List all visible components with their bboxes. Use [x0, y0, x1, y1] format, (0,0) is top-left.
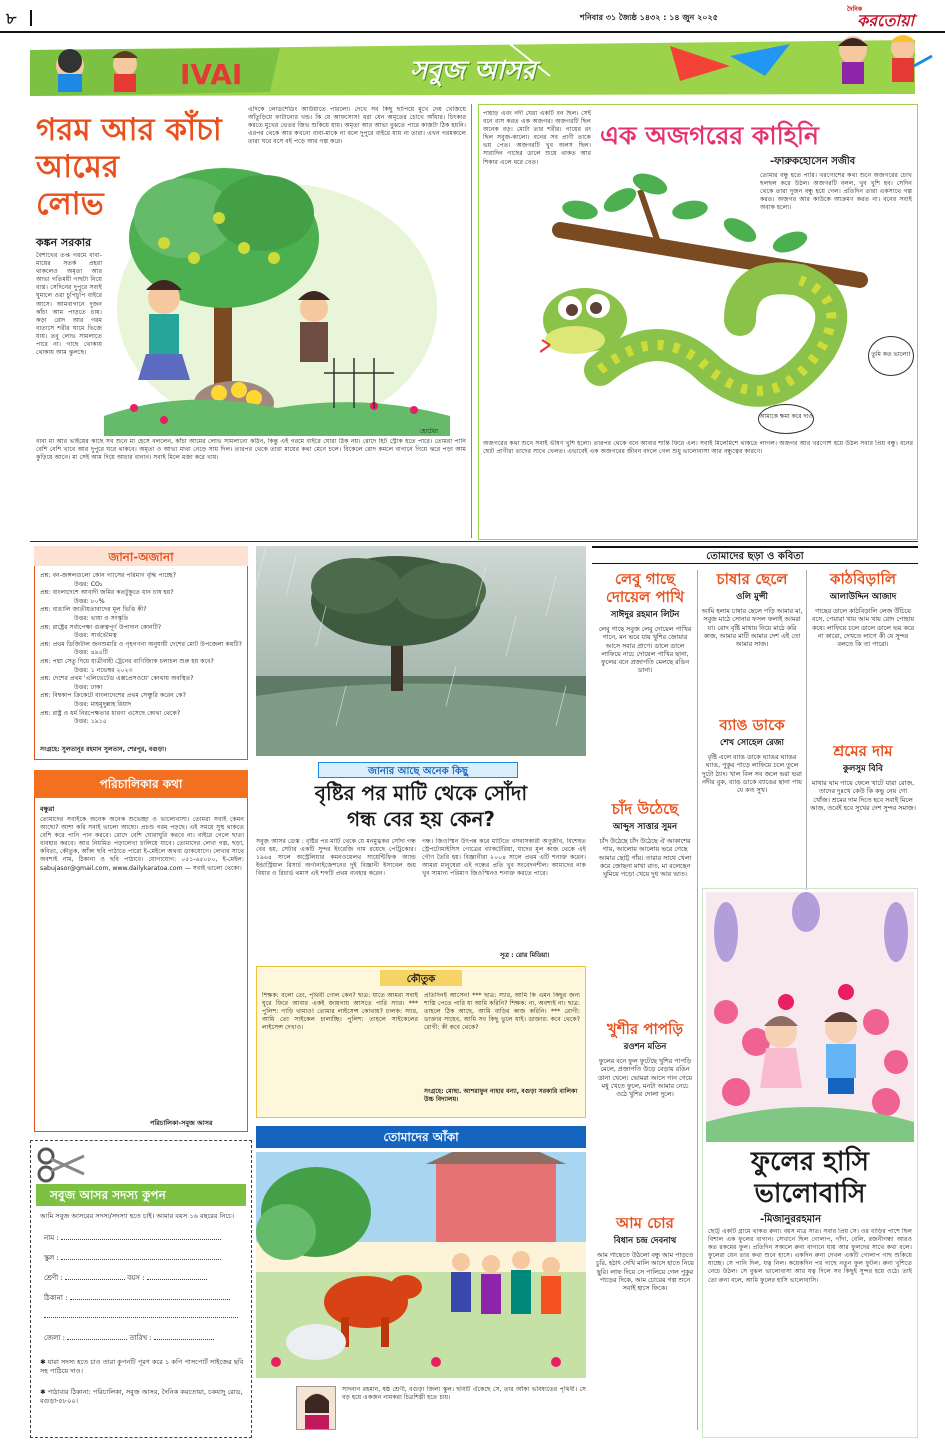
poem-6-title: শ্রমের দাম: [833, 742, 893, 760]
poem-7-body: ফুলের বনে ফুল ফুটেছে খুশির পাপড়ি মেলে, প্রজাপতি উড়ে বেড়ায় রঙিন ডানা খেলে। ভোমরা আসে গান গেয়ে মধু খেতে ফুলে, মনটা আমার নেচে ওঠে খুশির দোলা দুলে।: [597, 1057, 693, 1099]
header-divider-left: [30, 10, 32, 26]
speech-bubble-2: আমাকে ক্ষমা করে দাও: [758, 404, 814, 434]
jana-question: প্রশ্ন: দেশের প্রথম 'এলিভেটেড এক্সপ্রেসওয়ে' কোথায় অবস্থিত?: [40, 675, 194, 683]
story2-col1: পাহাড় এবং নদী ঘেরা একটি বন ছিল। সেই বনে বাস করত এক অজগর। অজগরটি ছিল অনেক বড়। মোটা তার শরীর। গায়ের রং ছিল সবুজ-কালো। বনের সব প্রাণী তাকে ভয় পেত। অজগরটি খুব অলস ছিল। সারাদিন গাছের ডালে শুয়ে থাকত আর শিকার এলে ধরে খেত।: [483, 110, 591, 166]
jana-answer: উত্তর: ঢাকা: [74, 683, 103, 691]
poem-4-title: ব্যাঙ ডাকে: [719, 716, 785, 734]
coupon-note1: ✱ যারা সদস্য হতে চাও তারা কুপনটি পূরণ করে ১ কপি পাসপোর্ট সাইজের ছবি সহ পাঠিয়ে দাও।: [40, 1358, 244, 1375]
column-divider-1: [471, 104, 472, 538]
poem-7-author: রওশন মতিন: [623, 1042, 667, 1052]
rain-photo: [256, 546, 586, 756]
coupon-label-address: ঠিকানা: [44, 1294, 63, 1302]
paricalika-signature: পরিচালিকা-সবুজ আসর: [150, 1119, 213, 1127]
coupon-field-district[interactable]: জেলা : তারিখ :: [44, 1332, 214, 1344]
science-col2: গন্ধ। জিওস্মিন উৎপন্ন করে মাটিতে বসবাসকারী অণুজীব, বিশেষত স্ট্রেপটোমাইসিস গোত্রের ব্যাকটেরিয়া, যাদের মূল কাজ থেকে এই গৌণ তৈরি হয়। বিজ্ঞানীরা ২০০৪ সালে প্রথম এটি শনাক্ত করেন। আমরা মানুষেরা এই গন্ধের প্রতি খুব সংবেদনশীল। আমাদের নাক খুব সামান্য পরিমাণ জিওস্মিনও শনাক্ত করতে পারে।: [422, 838, 586, 878]
poem-1-author: সাঈদুর রহমান লিটন: [610, 610, 680, 620]
coupon-label-district: জেলা: [44, 1334, 61, 1342]
story2-author: -ফারুকহোসেন সজীব: [770, 156, 856, 167]
drawing-caption: সাদনান রহমান, ষষ্ঠ শ্রেণী, বগুড়া জিলা স্কুল। ছবিটি এঁকেছে সে, তার আঁকা ভবিষ্যতের পৃথিবী। সে বড় হয়ে একজন নামকরা চিত্রশিল্পী হতে চায়।: [342, 1386, 586, 1402]
svg-text:IVAI: IVAI: [180, 58, 243, 91]
poem-6-author: কুলসুম বিবি: [843, 764, 883, 774]
coupon-note2-text: পাঠাবার ঠিকানা: পরিচালিকা, সবুজ আসর, দৈনিক করতোয়া, চকযাদু রোড, বগুড়া-৫৮০০।: [40, 1388, 243, 1405]
jana-question: প্রশ্ন: বাঙালি জাতীয়তাবাদের মূল ভিত্তি কী?: [40, 606, 147, 614]
poem-1-body: লেবু গাছে সবুজ লেবু দোয়েল পাখির গানে, মন ভরে যায় খুশির জোয়ার আসে সবার প্রাণে। ডালে ডালে লাফিয়ে নাচে দোয়েল পাখির ছানা, ফুলের বনে প্রজাপতি মেলছে রঙিন ডানা।: [598, 625, 692, 675]
poems-section-title: তোমাদের ছড়া ও কবিতা: [706, 551, 804, 562]
story1-illustration: [104, 158, 450, 436]
section-title: সবুজ আসর: [410, 56, 536, 86]
banner-kid-right: [828, 26, 938, 98]
science-title: [256, 780, 586, 832]
science-source: সূত্র : রোর মিডিয়া।: [500, 951, 550, 959]
science-title-line2: গন্ধ বের হয় কেন?: [346, 807, 496, 831]
section-banner: [30, 36, 915, 98]
poem-4-body: বৃষ্টি এলে ব্যাঙ ডাকে ঘ্যাঙর ঘ্যাঙর ঘ্যাঙ, পুকুর পাড়ে লাফিয়ে চলে তুলে দুটো ঠ্যাং। খাল বিল সব জলে ভরা ভরা নদীর বুক, ব্যাঙ ডাকে ব্যাঙের ছানা পায় যে কত সুখ।: [702, 753, 802, 795]
poem-7: [596, 1020, 694, 1207]
poem-8-body: আম গাছেতে উঠলো বন্ধু আম পাড়তে চুরি, হঠাৎ দেখি মালি আসে হাতে নিয়ে ছুরি। লাফ দিয়ে সে পালিয়ে গেল পুকুর পাড়ের দিকে, আম চোরের গল্প শুনে সবাই হাসে ফিকে।: [596, 1251, 694, 1293]
poem-8-title: আম চোর: [616, 1214, 674, 1232]
story2-col2: তোমার বন্ধু হতে পারি। খরগোশের কথা শুনে অজগরের চোখ ছলছল করে উঠল। অজগরটি বলল, খুব খুশি হব। সেদিন থেকে তারা দুজন বন্ধু হয়ে গেল। প্রতিদিন তারা একসাথে গল্প করত। অজগর আর কাউকে আক্রমণ করত না। বনের সবাই অবাক হলো।: [760, 172, 912, 212]
jana-answer: উত্তর: CO₂: [74, 580, 103, 588]
page-number: ৮: [6, 9, 17, 28]
coupon-label-name: নাম: [44, 1234, 55, 1242]
flower-title-line1: ফুলের হাসি: [751, 1147, 869, 1177]
coupon-field-name[interactable]: নাম :: [44, 1232, 221, 1244]
coupon-title: সবুজ আসর সদস্য কুপন: [50, 1188, 166, 1202]
poem-3-author: আলাউদ্দিন আজাদ: [829, 592, 897, 602]
story2-illustration: [540, 170, 870, 420]
story2-bottom: অজগরের কথা শুনে সবাই ভীষণ খুশি হলো। তারপর থেকে বনে আবার শান্তি ফিরে এল। সবাই মিলেমিশে থাকতে লাগল। অজগর আর খরগোশ হয়ে উঠল সবার প্রিয় বন্ধু। বনের ছোট প্রাণীরা তাদের সাথে খেলত। এভাবেই এক অজগরের জীবন বদলে গেল শুধু ভালোবাসা আর বন্ধুত্বের কারণে।: [483, 440, 913, 456]
poem-3-body: গাছের ডালে কাঠবিড়ালি লেজ উঁচিয়ে বসে, পেয়ারা খায় আম খায় রোদ পোহায় কষে। লাফিয়ে চলে ডালে ডালে ভয় করে না কারো, দেখতে লাগে কী যে সুন্দর বলতে কি তা পারো।: [811, 607, 915, 649]
poem-col-divider-2: [806, 570, 807, 890]
poem-6: [810, 742, 916, 889]
joke-title: কৌতুক: [406, 974, 436, 985]
jana-answer: উত্তর: ৪৯৫টি: [74, 649, 108, 657]
issue-date: শনিবার ৩১ জ্যৈষ্ঠ ১৪৩২ : ১৪ জুন ২০২৫: [580, 13, 718, 22]
poem-5-body: চাঁদ উঠেছে চাঁদ উঠেছে ঐ আকাশের গায়, আলোয় আলোয় ভরে গেছে আমার ছোট্ট গাঁয়। তারার সাথে খেলা করে জোছনা মাখা রাত, মা বলেছেন ঘুমিয়ে পড়ো খেয়ে দুধ আর ভাত।: [598, 837, 692, 879]
coupon-label-school: স্কুল: [44, 1254, 55, 1262]
jana-answer: উত্তর: মাহমুদুল্লাহ রিয়াদ: [74, 700, 132, 708]
coupon-field-address[interactable]: ঠিকানা :: [44, 1292, 230, 1304]
flower-body: ছোট্ট একটি গ্রামে থাকত রুনা। বয়স মাত্র সাত। সবার প্রিয় সে। ওর বাড়ির পাশে ছিল বিশাল এক ফুলের বাগান। সেখানে ছিল গোলাপ, গাঁদা, বেলি, রজনীগন্ধা আরও কত রকমের ফুল। প্রতিদিন সকালে রুনা বাগানে যায় আর ফুলদের সাথে কথা বলে। ফুলেরা যেন তার কথা শুনে হাসে। একদিন রুনা দেখল একটি গোলাপ গাছ শুকিয়ে যাচ্ছে। সে পানি দিল, যত্ন নিল। কয়েকদিন পর গাছে নতুন ফুল ফুটল। রুনা খুশিতে নেচে উঠল। সে বুঝল ভালোবাসা আর যত্ন দিলে সব কিছুই সুন্দর হয়ে ওঠে। তাই তো রুনা বলে, আমি ফুলের হাসি ভালোবাসি।: [708, 1228, 912, 1284]
jana-credit: সংগ্রহে: সুলতানুর রহমান সুলতান, শেরপুর, বগুড়া।: [40, 746, 167, 753]
science-title-line1: বৃষ্টির পর মাটি থেকে সোঁদা: [314, 781, 528, 805]
paper-logo-name: করতোয়া: [857, 11, 915, 30]
poem-2-author: ওলি মুন্সী: [736, 592, 768, 602]
paricalika-greeting: বন্ধুরা: [40, 805, 55, 813]
poem-4-author: শেখ সোহেল রেজা: [720, 738, 784, 748]
story1-col1: বৈশাখের তপ্ত গরমে বাবা-মায়ের সতর্ক প্রহরা থাকলেও অমৃতা আর আভা গতিময়ী গাছটা নিয়ে ব্যস্ত। সেদিনের দুপুরে সবাই ঘুমালে ওরা চুপিচুপি বাইরে আসে। আমবাগানে দুজন কাঁচা আম পাড়তে চায়। কড়া রোদ আর গরম বাতাসে শরীর ঘামে ভিজে যায়। তবু লোভ সামলাতে পারে না। গাছে থোকায় থোকায় আম ঝুলছে।: [36, 252, 102, 357]
flower-author: -মিজানুররহমান: [760, 1214, 822, 1225]
poem-1-title: লেবু গাছে দোয়েল পাখি: [605, 570, 685, 606]
coupon-label-class: শ্রেণী: [44, 1274, 59, 1282]
coupon-note2: ✱ পাঠাবার ঠিকানা: পরিচালিকা, সবুজ আসর, দৈনিক করতোয়া, চকযাদু রোড, বগুড়া-৫৮০০।: [40, 1388, 243, 1405]
divider-mid: [30, 541, 918, 542]
poem-5-author: আব্দুস সাত্তার সুমন: [612, 822, 678, 832]
science-kicker: জানার আছে অনেক কিছু: [368, 766, 468, 777]
header-rule: [0, 31, 945, 33]
drawing-artist-photo: [296, 1386, 336, 1430]
drawing-title: তোমাদের আঁকা: [383, 1130, 459, 1144]
story1-bottom: বাবা মা আর ভাইয়ের কাছে সব শুনে মা হেসে বললেন, কাঁচা আমের লোভ সামলানো কঠিন, কিন্তু এই গরমে বাইরে ঘোরা ঠিক নয়। রোদে হিট স্ট্রোক হতে পারে। তোমরা পানি বেশি বেশি খাবে আর দুপুরে ঘরে থাকবে। অমৃতা ও আভা মাথা নেড়ে সায় দিল। তারপর থেকে তারা মায়ের কথা মেনে চলে। বিকেলে রোদ কমলে বাগানে গিয়ে ঝরে পড়া আম কুড়িয়ে আনে। মা সেই আম দিয়ে আচার বানান। সবাই মিলে মজা করে খায়।: [36, 438, 466, 462]
jana-title: জানা-অজানা: [108, 550, 174, 564]
poem-1: [596, 570, 694, 745]
joke-col1: শিক্ষক: বলো তো, পৃথিবী গোল কেন? ছাত্র: যাতে আমরা সবাই ঘুরে ফিরে আবার একই জায়গায় আসতে পারি স্যার। *** পুলিশ: গাড়ি থামাও! তোমার লাইসেন্স কোথায়? চালক: স্যার, আমি তো সাইকেল চালাচ্ছি। পুলিশ: তাহলে সাইকেলের লাইসেন্স দেখাও।: [262, 992, 418, 1032]
story1-author: কঙ্কন সরকার: [36, 236, 92, 249]
coupon-intro: আমি সবুজ আসরের সদস্য/সদস্যা হতে চাই। আমার বয়স ১৬ বছরের নিচে।: [40, 1212, 235, 1220]
jana-question: প্রশ্ন: পদ্মা সেতু দিয়ে যাত্রীবাহী ট্রেনের বাণিজ্যিক চলাচল শুরু হয় কবে?: [40, 657, 214, 665]
jana-answer: উত্তর: সার্বভৌমত্ব: [74, 632, 117, 640]
poem-7-title: খুশীর পাপড়ি: [606, 1020, 684, 1038]
jana-question: প্রশ্ন: বিশ্বকাপ ক্রিকেটে বাংলাদেশের প্রথম সেঞ্চুরি করেন কে?: [40, 692, 186, 700]
scissors-icon: [36, 1146, 86, 1184]
poem-8: [596, 1214, 694, 1411]
science-col1: সবুজ আসর ডেস্ক : বৃষ্টির পর মাটি থেকে যে মনমুগ্ধকর সোঁদা গন্ধ বের হয়, সেটার একটি সুন্দর ইংরেজি নাম রয়েছে পেট্রিকোর। ১৯৬৪ সালে অস্ট্রেলিয়ার কমনওয়েলথ সায়েন্টিফিক অ্যান্ড ইন্ডাস্ট্রিয়াল রিসার্চ অর্গানাইজেশনের দুই বিজ্ঞানী ইসাবেল জয় বিয়ার ও রিচার্ড থমাস এই শব্দটি প্রথম ব্যবহার করেন।: [256, 838, 416, 878]
joke-col2: প্রতিদিনই আসেন! *** ছাত্র: স্যার, আমি কি এমন কিছুর জন্য শাস্তি পেতে পারি যা আমি করিনি? শিক্ষক: না, অবশ্যই না। ছাত্র: তাহলে ঠিক আছে, আমি বাড়ির কাজ করিনি। *** রোগী: ডাক্তার সাহেব, আমি সব কিছু ভুলে যাই। ডাক্তার: কবে থেকে? রোগী: কী কবে থেকে?: [424, 992, 580, 1032]
poem-8-author: বিধান চন্দ্র দেবনাথ: [613, 1236, 677, 1246]
poem-4: [701, 716, 803, 883]
story1-col2: এদিকে লোডশেডিং আউয়াতে পারলো। দেখে সব কিছু ছাপিয়ে মুখে দেয় খেজিয়ে আঁতুড়িয়ে ফাটানোর খন্ড। কি যে আফসোস! ধরা যেন অমৃতের চোখে আঁধার। চিৎকার করতে মুখের ভেতর জিভ শুকিয়ে যায়। অমৃতা আর আভা বুঝতে পারে কাজটা ঠিক হয়নি। এরপর থেকে আর কখনো বাবা-মাকে না বলে দুপুরে বাইরে যায় না তারা। এখন গরমকালে তারা ঘরে বসে বই পড়ে আর গল্প করে।: [248, 106, 466, 146]
poem-3: [810, 570, 916, 737]
poem-3-title: কাঠবিড়ালি: [829, 570, 897, 588]
coupon-field-school[interactable]: স্কুল :: [44, 1252, 221, 1264]
poem-col-divider-1: [697, 570, 698, 1430]
story1-title-line1: গরম আর কাঁচা: [36, 112, 222, 148]
flower-title-line2: ভালোবাসি: [754, 1179, 866, 1209]
jana-answer: উত্তর: ৮০%: [74, 597, 105, 605]
paper-logo-tag: দৈনিক: [847, 6, 863, 13]
kids-drawing: [256, 1152, 586, 1378]
jana-answer: উত্তর: ভাষা ও সংস্কৃতি: [74, 614, 129, 622]
flower-title: [702, 1146, 918, 1210]
poem-2: [701, 570, 803, 703]
poem-5-title: চাঁদ উঠেছে: [611, 800, 679, 818]
poem-2-body: আমি হলাম চাষার ছেলে পড়ি আমার মা, সবুজ মাঠে সোনার ফসল ফলাই আমরা যা। রোদ বৃষ্টি মাথায় নিয়ে মাঠে করি কাজ, আমার মাটি আমার দেশ এই তো আমার সাজ।: [701, 607, 803, 649]
jana-question: প্রশ্ন: বন-জঙ্গলগুলো কোন গ্যাসের পরিমাণ বৃদ্ধি পাচ্ছে?: [40, 572, 177, 579]
coupon-field-class[interactable]: শ্রেণী : বয়স :: [44, 1272, 207, 1284]
jana-answer: উত্তর: ১ নভেম্বর ২০২৩: [74, 666, 133, 674]
paricalika-body: তোমাদের সবাইকে অনেক অনেক শুভেচ্ছা ও ভালোবাসা। তোমরা সবাই কেমন আছো? আশা করি সবাই ভালো আছো। প্রচণ্ড গরম পড়ছে। এই সময়ে সুস্থ থাকতে বেশি করে পানি পান করবে। রোদে বেশি ঘোরাঘুরি করবে না। বাইরে গেলে ছাতা ব্যবহার করবে। আর নিয়মিত পড়ালেখা চালিয়ে যাবে। তোমাদের লেখা গল্প, ছড়া, কবিতা, কৌতুক, আঁকা ছবি পাঠাতে পারো ই-মেইলে অথবা ডাকযোগে। লেখার সাথে অবশ্যই নাম, ঠিকানা ও ছবি পাঠাবে। যোগাযোগ: ০৫১-৬৫০৮০, ই-মেইল: sabujasor@gmail.com, www.dailykaratoa.com — সবাই ভালো থেকো।: [40, 816, 244, 872]
joke-credit: সংগ্রহে: মোছা. আশরাফুন নাহার বন্যা, বগুড়া সরকারি বালিকা উচ্চ বিদ্যালয়।: [424, 1088, 578, 1103]
coupon-label-age: বয়স: [127, 1274, 140, 1282]
jana-question: প্রশ্ন: বাংলাদেশে আবাদী জমির কতটুকুতে ধান চাষ হয়?: [40, 589, 174, 597]
speech-bubble-1: তুমি কত ভালো!: [868, 336, 914, 376]
poem-5: [596, 800, 694, 987]
story2-title: এক অজগরের কাহিনি: [600, 121, 819, 150]
flower-illustration: [706, 892, 914, 1142]
jana-answer: উত্তর: ১৯১৫: [74, 718, 107, 726]
coupon-note1-text: যারা সদস্য হতে চাও তারা কুপনটি পূরণ করে ১ কপি পাসপোর্ট সাইজের ছবি সহ পাঠিয়ে দাও।: [40, 1358, 244, 1375]
poem-6-body: মাথার ঘাম পায়ে ফেলে খাটে যারা রোজ, তাদের দুঃখে কেউ কি কভু নেয় গো খোঁজ। শ্রমের দাম দিতে হবে সবাই মিলে আজ, তবেই হবে সুখের দেশ সুন্দর সমাজ।: [810, 779, 916, 812]
coupon-label-date: তারিখ: [129, 1334, 148, 1342]
story1-illustrator: হোটেরা: [420, 428, 439, 435]
jana-question: প্রশ্ন: রাষ্ট্রের সর্বাপেক্ষা গুরুত্বপূর্ণ উপাদান কোনটি?: [40, 623, 162, 631]
poem-2-title: চাষার ছেলে: [716, 570, 788, 588]
jana-question: প্রশ্ন: প্রথম ডিজিটাল জনশুমারি ও গৃহগণনা অনুযায়ী দেশের মোট উপজেলা কয়টি?: [40, 640, 242, 648]
paricalika-title: পরিচালিকার কথা: [99, 777, 183, 791]
story1-title-line2: আমের: [36, 149, 119, 185]
jana-qa-list: [40, 572, 244, 734]
story1-title-line3: লোভ: [36, 186, 104, 222]
coupon-field-address-line2[interactable]: [44, 1312, 238, 1320]
jana-question: প্রশ্ন: রাষ্ট্র ও ধর্ম নিরপেক্ষতার ধারণা এসেছে কোথা থেকে?: [40, 709, 181, 717]
